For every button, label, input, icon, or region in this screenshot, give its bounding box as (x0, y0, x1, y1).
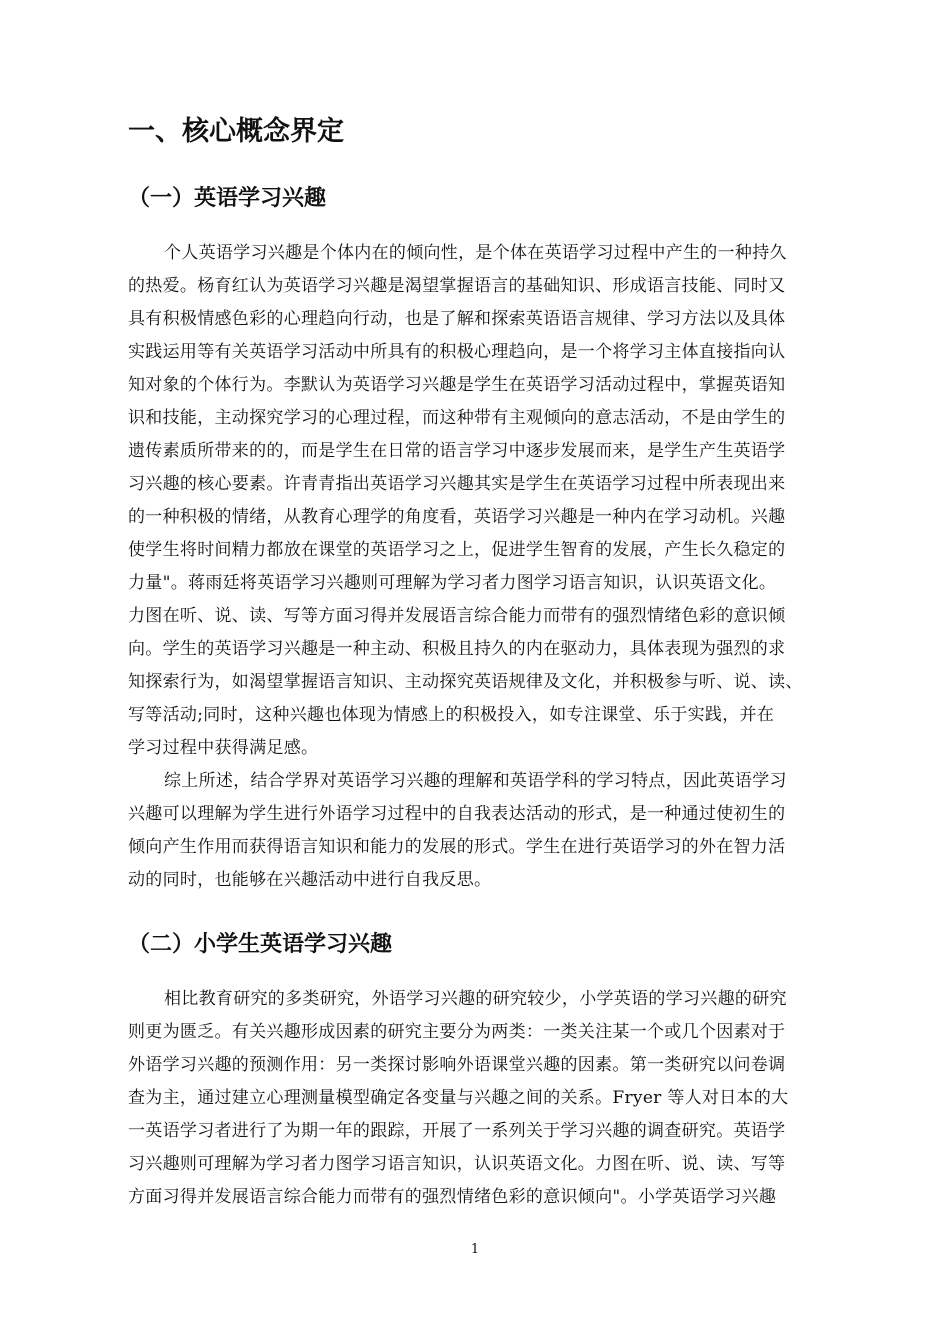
text-line: 动的同时，也能够在兴趣活动中进行自我反思。 (128, 870, 492, 890)
text-line: 知对象的个体行为。李默认为英语学习兴趣是学生在英语学习活动过程中，掌握英语知 (128, 375, 786, 395)
text-line: 实践运用等有关英语学习活动中所具有的积极心理趋向，是一个将学习主体直接指向认 (128, 342, 786, 362)
text-line: 识和技能，主动探究学习的心理过程，而这种带有主观倾向的意志活动，不是由学生的 (128, 408, 786, 428)
section-1-paragraph-1 (128, 237, 868, 765)
section-heading-1: （一）英语学习兴趣 (128, 186, 327, 211)
text-line: 知探索行为，如渴望掌握语言知识、主动探究英语规律及文化，并积极参与听、说、读、 (128, 672, 803, 692)
text-line: 一英语学习者进行了为期一年的跟踪，开展了一系列关于学习兴趣的调查研究。英语学 (128, 1121, 786, 1141)
text-line: 力量"。蒋雨廷将英语学习兴趣则可理解为学习者力图学习语言知识，认识英语文化。 (128, 573, 777, 593)
text-line: 个人英语学习兴趣是个体内在的倾向性，是个体在英语学习过程中产生的一种持久 (164, 243, 787, 263)
text-line: 查为主，通过建立心理测量模型确定各变量与兴趣之间的关系。Fryer 等人对日本的大 (128, 1088, 789, 1108)
text-line: 习兴趣则可理解为学习者力图学习语言知识，认识英语文化。力图在听、说、读、写等 (128, 1154, 786, 1174)
page-number: 1 (470, 1242, 480, 1257)
text-line: 兴趣可以理解为学生进行外语学习过程中的自我表达活动的形式，是一种通过使初生的 (128, 804, 786, 824)
section-2-paragraph-1 (128, 983, 868, 1214)
text-line: 写等活动;同时，这种兴趣也体现为情感上的积极投入，如专注课堂、乐于实践，并在 (128, 705, 775, 725)
text-line: 方面习得并发展语言综合能力而带有的强烈情绪色彩的意识倾向"。小学英语学习兴趣 (128, 1187, 777, 1207)
text-line: 综上所述，结合学界对英语学习兴趣的理解和英语学科的学习特点，因此英语学习 (164, 771, 787, 791)
section-heading-2: （二）小学生英语学习兴趣 (128, 932, 393, 957)
text-line: 使学生将时间精力都放在课堂的英语学习之上，促进学生智育的发展，产生长久稳定的 (128, 540, 786, 560)
section-1-paragraph-2 (128, 765, 868, 897)
text-line: 学习过程中获得满足感。 (128, 738, 319, 758)
text-line: 倾向产生作用而获得语言知识和能力的发展的形式。学生在进行英语学习的外在智力活 (128, 837, 786, 857)
text-line: 力图在听、说、读、写等方面习得并发展语言综合能力而带有的强烈情绪色彩的意识倾 (128, 606, 786, 626)
text-line: 则更为匮乏。有关兴趣形成因素的研究主要分为两类：一类关注某一个或几个因素对于 (128, 1022, 786, 1042)
chapter-heading: 一、核心概念界定 (128, 116, 344, 147)
text-line: 具有积极情感色彩的心理趋向行动，也是了解和探索英语语言规律、学习方法以及具体 (128, 309, 786, 329)
text-line: 遗传素质所带来的的，而是学生在日常的语言学习中逐步发展而来，是学生产生英语学 (128, 441, 786, 461)
text-line: 的一种积极的情绪，从教育心理学的角度看，英语学习兴趣是一种内在学习动机。兴趣 (128, 507, 786, 527)
text-line: 外语学习兴趣的预测作用：另一类探讨影响外语课堂兴趣的因素。第一类研究以问卷调 (128, 1055, 786, 1075)
text-line: 向。学生的英语学习兴趣是一种主动、积极且持久的内在驱动力，具体表现为强烈的求 (128, 639, 786, 659)
text-line: 习兴趣的核心要素。许青青指出英语学习兴趣其实是学生在英语学习过程中所表现出来 (128, 474, 786, 494)
text-line: 的热爱。杨育红认为英语学习兴趣是渴望掌握语言的基础知识、形成语言技能、同时又 (128, 276, 786, 296)
text-line: 相比教育研究的多类研究，外语学习兴趣的研究较少，小学英语的学习兴趣的研究 (164, 989, 787, 1009)
